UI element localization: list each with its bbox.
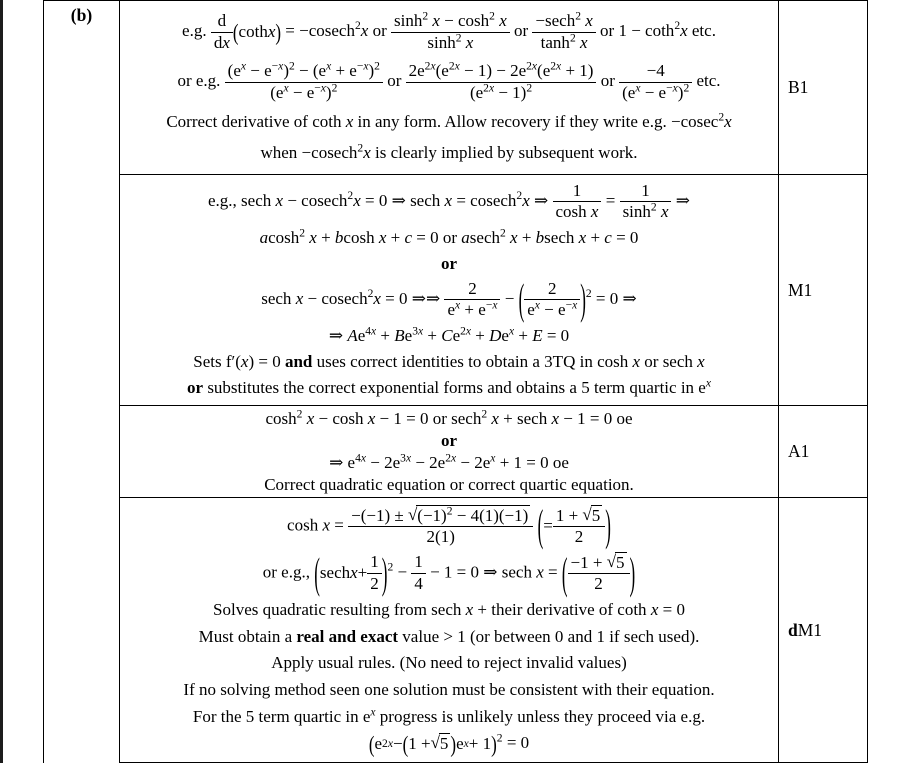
math-line: ( e 2x − ( 1 + √5 ) e x + 1 ) $^2$ = 0 bbox=[368, 731, 530, 758]
math-line: Correct derivative of coth x in any form. Allow recovery if they write e.g. −cosec$^2$x bbox=[166, 110, 732, 132]
math-line: For the 5 term quartic in $e^x$ progress is unlikely unless they proceed via e.g. bbox=[192, 705, 706, 726]
part-cell bbox=[44, 0, 120, 763]
mark-cell-row2 bbox=[779, 175, 868, 406]
working-cell-row4 bbox=[120, 498, 779, 763]
part-label: (b) bbox=[70, 5, 93, 25]
mark-cell-row4 bbox=[779, 498, 868, 763]
mark-label: B1 bbox=[788, 77, 809, 97]
working-cell-row2 bbox=[120, 175, 779, 406]
mark-cell-row1 bbox=[779, 0, 868, 175]
mark-scheme-table bbox=[3, 0, 868, 763]
math-line: e.g., sech x − cosech$^2$x = 0 ⇒ sech x = cosech$^2$x ⇒ $\frac{1}{\text{cosh x}}$ = $\frac{1}{\sinh^2 x}$ ⇒ bbox=[208, 180, 690, 222]
math-line: Must obtain a real and exact value > 1 (or between 0 and 1 if sech used). bbox=[198, 626, 700, 646]
math-line: Solves quadratic resulting from sech x + their derivative of coth x = 0 bbox=[213, 600, 685, 620]
math-line: or e.g. $\frac{(e^x - e^{-x})^2 - (e^x + e^{-x})^2}{(e^x - e^{-x})^2}$ or $\frac{2e^{2x}(e^{2x} - 1) - 2e^{2x}(e^{2x} + 1)}{(e^{2x} - 1)^2}$ or $\frac{-4}{(e^x - e^{-x})^2}$ etc. bbox=[177, 59, 721, 102]
math-line: cosh x = $\frac{-(-1) \pm √(-1)^2 - 4(1)(-1)}{2(1)}$ ( = $\frac{1 + √5}{2}$ ) bbox=[287, 500, 611, 552]
math-line: e.g. $\frac{d}{dx}$ ( coth x ) = −cosech$^2$x or $\frac{\sinh^2 x - \cosh^2 x}{\sinh^2 x}$ or $\frac{-\sec h^2 x}{\tanh^2 x}$ or 1 − coth$^2$x etc. bbox=[182, 9, 716, 52]
mark-cell-row3 bbox=[779, 406, 868, 498]
math-line: when −cosech$^2$x is clearly implied by subsequent work. bbox=[260, 141, 638, 162]
math-line: sech x − cosech$^2$x = 0 ⇒⇒ $\frac{2}{e^x + e^{-x}}$ − ( $\frac{2}{e^x - e^{-x}}$ ) $^2$ = 0 ⇒ bbox=[261, 275, 637, 325]
mark-label: dM1 bbox=[788, 619, 823, 640]
math-line: ⇒ $Ae^{4x} + Be^{3x} + Ce^{2x} + De^x + E = 0$ bbox=[328, 324, 570, 345]
math-line: Apply usual rules. (No need to reject invalid values) bbox=[271, 653, 627, 673]
mark-label: M1 bbox=[788, 279, 813, 300]
math-line: $\cosh^2 x - \cosh x - 1 = 0$ or sech$^2$ x + sech x − 1 = 0 oe bbox=[265, 407, 633, 428]
math-line: or bbox=[440, 431, 458, 451]
math-line: or bbox=[440, 253, 458, 273]
math-line: ⇒ $e^{4x} - 2e^{3x} - 2e^{2x} - 2e^x + 1 = 0$ oe bbox=[329, 451, 569, 473]
math-line: Correct quadratic equation or correct quartic equation. bbox=[264, 475, 634, 495]
working-cell-row1 bbox=[120, 0, 779, 175]
math-line: If no solving method seen one solution must be consistent with their equation. bbox=[183, 680, 715, 700]
working-cell-row3 bbox=[120, 406, 779, 498]
math-line: or e.g., ( sech x + $\frac{1}{2}$ ) $^2$ − $\frac{1}{4}$ − 1 = 0 ⇒ sech x = ( $\frac{-1 + √5}{2}$ ) bbox=[262, 548, 636, 599]
question-number-cell bbox=[3, 0, 44, 763]
math-line: Sets f′(x) = 0 and uses correct identities to obtain a 3TQ in cosh x or sech x bbox=[193, 351, 705, 371]
math-line: acosh$^2$ x + bcosh x + c = 0 or asech$^2$ x + bsech x + c = 0 bbox=[259, 226, 639, 247]
math-line: or substitutes the correct exponential forms and obtains a 5 term quartic in $e^x$ bbox=[187, 376, 711, 397]
mark-label: A1 bbox=[788, 441, 810, 461]
